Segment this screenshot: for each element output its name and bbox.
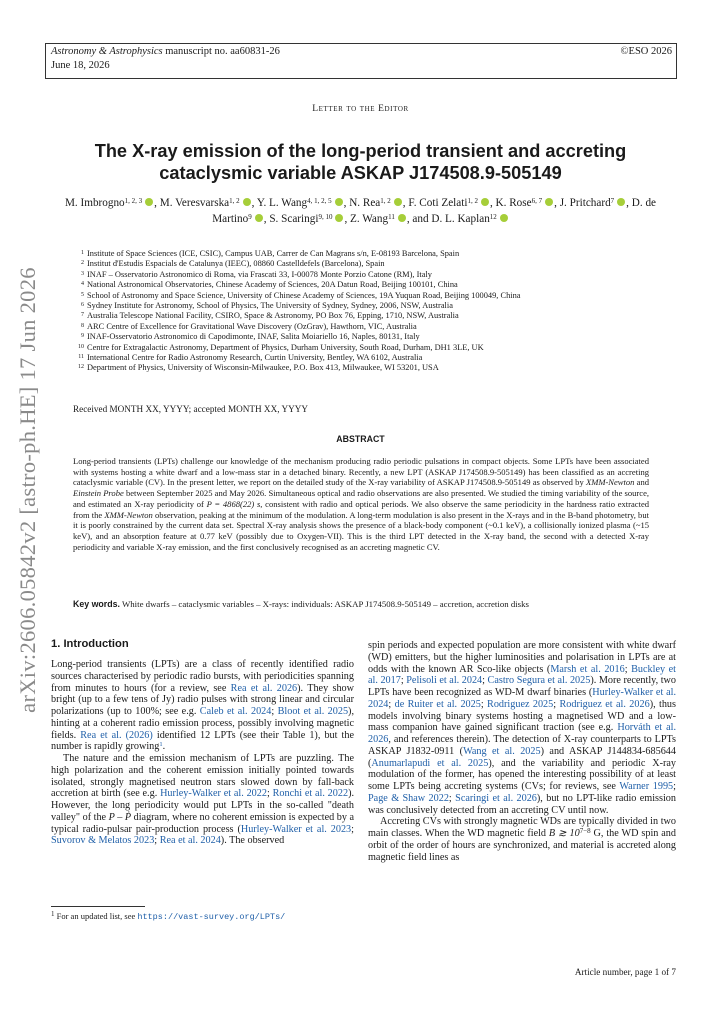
author-list: M. Imbrogno$^{1, 2, 3}$ , M. Veresvarska$^{1, 2}$ , Y. L. Wang$^{4, 1, 2, 5}$ , N. Rea$^{1, 2}$ , F. Coti Zelati$^{1, 2}$ , K. Rose$^{6, 7}$ , J. Pritchard$^7$ , D. de Martino$^9$ , S. Scaringi$^{9, 10}$ , Z. Wang$^{11}$ , and D. L. Kaplan$^{12}$ [64, 197, 656, 225]
citation-link[interactable]: Rea et al. 2024 [159, 835, 221, 847]
affiliation-item: $^6$ Sydney Institute for Astronomy, School of Physics, The University of Sydney, Sydney, 2006, NSW, Australia [81, 301, 453, 311]
author: Z. Wang$^{11}$ [350, 213, 407, 225]
citation-link[interactable]: Suvorov & Melatos 2023 [51, 835, 155, 847]
citation-link[interactable]: Rea et al. (2026) [80, 729, 153, 741]
keywords-text: White dwarfs – cataclysmic variables – X-rays: individuals: ASKAP J174508.9-505149 – accretion, accretion disks [121, 599, 529, 609]
section-heading-introduction: 1. Introduction [51, 638, 129, 650]
copyright: ©ESO 2026 [620, 46, 672, 57]
orcid-icon[interactable] [335, 214, 343, 222]
affiliation-item: $^5$ School of Astronomy and Space Science, University of Chinese Academy of Sciences, 19A Yuquan Road, Beijing 100049, China [81, 290, 521, 300]
citation-link[interactable]: Castro Segura et al. 2025 [487, 675, 591, 687]
journal-name: Astronomy & Astrophysics [51, 46, 163, 57]
intro-paragraph-2: The nature and the emission mechanism of LPTs are puzzling. The high polarization and the coherent emission initially pointed towards isolated, strongly magnetised neutron stars slowed down by fall-back accretion at birth (see e.g. Hurley-Walker et al. 2022; Ronchi et al. 2022). However, the long periodicity would put LPTs in the so-called "death valley" of the P – Ṗ diagram, where no coherent emission is expected by a typical radio-pulsar pair-production process (Hurley-Walker et al. 2023; Suvorov & Melatos 2023; Rea et al. 2024). The observed [51, 753, 355, 847]
affiliation-item: $^7$ Australia Telescope National Facility, CSIRO, Space & Astronomy, PO Box 76, Epping, 1710, NSW, Australia [81, 311, 459, 321]
author: D. de Martino$^9$ [212, 197, 656, 225]
author: M. Veresvarska$^{1, 2}$ [160, 197, 252, 209]
journal-line [51, 46, 280, 57]
citation-link[interactable]: Ronchi et al. 2022 [272, 788, 349, 800]
intro-paragraph-3: spin periods and expected population are more consistent with white dwarf (WD) emitters, but the higher luminosities and polarisation in LPTs are at odds with the known AR Sco-like objects (Marsh et al. 2016; Buckley et al. 2017; Pelisoli et al. 2024; Castro Segura et al. 2025). More recently, two LPTs have been recognized as WD-M dwarf binaries (Hurley-Walker et al. 2024; de Ruiter et al. 2025; Rodriguez 2025; Rodriguez et al. 2026), thus models involving binary systems hosting a magnetised WD and a low-mass companion have gained significant traction (see e.g. Horváth et al. 2026, and references therein). The detection of X-ray counterparts to LPTs ASKAP J1832-0911 (Wang et al. 2025) and ASKAP J144834-685644 (Anumarlapudi et al. 2025), and the variability and periodic X-ray modulation of the former, has opened the interesting possibility of at least some LPTs being accreting systems (CVs; for reviews, see Warner 1995; Page & Shaw 2022; Scaringi et al. 2026), but no LPT-like radio emission was conclusively detected from an accreting CV until now. [368, 640, 676, 816]
author: N. Rea$^{1, 2}$ [349, 197, 403, 209]
affiliation-item: $^{12}$ Department of Physics, University of Wisconsin-Milwaukee, P.O. Box 413, Milwaukee, WI 53201, USA [78, 363, 439, 373]
author: J. Pritchard$^7$ [560, 197, 626, 209]
affiliation-item: $^3$ INAF – Osservatorio Astronomico di Roma, via Frascati 33, I-00078 Monte Porzio Catone (RM), Italy [81, 269, 432, 279]
citation-link[interactable]: Scaringi et al. 2026 [455, 792, 537, 804]
affiliation-item: $^4$ National Astronomical Observatories, Chinese Academy of Sciences, 20A Datun Road, Beijing 100101, China [81, 280, 458, 290]
author-conjunction: and [412, 212, 432, 225]
received-line: Received MONTH XX, YYYY; accepted MONTH XX, YYYY [73, 404, 308, 414]
citation-link[interactable]: Bloot et al. 2025 [277, 706, 349, 717]
title-line-1: The X-ray emission of the long-period transient and accreting [94, 141, 627, 161]
abstract-text: Long-period transients (LPTs) challenge our knowledge of the mechanism producing radio periodic pulsations in compact objects. Some LPTs have been associated with systems hosting a white dwarf and a low-mass star in a detached binary. Recently, a new LPT (ASKAP J174508.9-505149) has been classified as an accreting cataclysmic variable (CV). In the present letter, we report on the detailed study of the X-ray variability of ASKAP J174508.9-505149 as observed by XMM-Newton and Einstein Probe between September 2025 and May 2026. Simultaneous optical and radio observations are also presented. We studied the timing variability of the source, and estimated an X-ray periodicity of P = 4868(22) s, consistent with radio and optical periods. We also observe the same periodicity in the hardness ratio extracted from the XMM-Newton observation, peaking at the minimum of the modulation. A long-term modulation is also present in the X-rays and in the B-band photometry, but it is poorly constrained by the current data set. Spectral X-ray analysis shows the presence of a black-body component (~0.1 keV), a collisionally ionized plasma (~15 keV), and an absorption feature at 0.77 keV (possibly due to Oxygen-VII). This is the third LPT detected in the X-ray band, the second with a detected X-ray periodicity and variable X-ray emission, and the first conclusively recognised as an accreting magnetic CV. [73, 456, 650, 552]
footnote-rule [51, 906, 145, 907]
author: M. Imbrogno$^{1, 2, 3}$ [65, 197, 154, 209]
citation-link[interactable]: Hurley-Walker et al. 2022 [160, 788, 267, 800]
column-right [368, 640, 676, 863]
citation-link[interactable]: Rodriguez et al. 2026 [559, 698, 650, 710]
orcid-icon[interactable] [500, 214, 508, 222]
orcid-icon[interactable] [243, 198, 251, 206]
citation-link[interactable]: Pelisoli et al. 2024 [406, 675, 483, 687]
orcid-icon[interactable] [545, 198, 553, 206]
arxiv-sidebar [10, 267, 46, 713]
abstract-heading: ABSTRACT [336, 434, 385, 444]
citation-link[interactable]: Horváth et al. 2026 [368, 722, 676, 745]
citation-link[interactable]: Hurley-Walker et al. 2024 [368, 687, 676, 710]
affiliation-list [75, 249, 675, 374]
keywords [73, 599, 673, 609]
author: Y. L. Wang$^{4, 1, 2, 5}$ [257, 197, 344, 209]
orcid-icon[interactable] [335, 198, 343, 206]
affiliation-item: $^1$ Institute of Space Sciences (ICE, CSIC), Campus UAB, Carrer de Can Magrans s/n, E-08193 Barcelona, Spain [81, 249, 460, 258]
orcid-icon[interactable] [145, 198, 153, 206]
author: and D. L. Kaplan$^{12}$ [412, 213, 508, 225]
orcid-icon[interactable] [394, 198, 402, 206]
footnote: $^1$ For an updated list, see https://vast-survey.org/LPTs/ [51, 910, 286, 922]
paper-title [60, 140, 661, 184]
affiliation-item: $^9$ INAF-Osservatorio Astronomico di Capodimonte, INAF, Salita Moiariello 16, Naples, 80131, Italy [81, 332, 420, 342]
arxiv-id: arXiv:2606.05842v2 [astro-ph.HE] 17 Jun 2026 [15, 267, 40, 713]
citation-link[interactable]: Buckley et al. 2017 [368, 663, 676, 687]
affiliation-item: $^2$ Institut d'Estudis Espacials de Catalunya (IEEC), 08860 Castelldefels (Barcelona), Spain [81, 259, 385, 269]
footnote-marker[interactable]: 1 [159, 741, 163, 749]
affiliation-item: $^{10}$ Centre for Extragalactic Astronomy, Department of Physics, Durham University, South Road, Durham, DH1 3LE, UK [78, 342, 484, 352]
keywords-label: Key words. [73, 599, 120, 609]
letter-label: Letter to the Editor [312, 104, 409, 114]
author: F. Coti Zelati$^{1, 2}$ [408, 197, 490, 209]
citation-link[interactable]: Rea et al. 2026 [230, 682, 298, 694]
footnote-number: 1 [51, 910, 55, 918]
citation-link[interactable]: de Ruiter et al. 2025 [394, 698, 481, 710]
citation-link[interactable]: Warner 1995 [619, 781, 674, 792]
citation-link[interactable]: Anumarlapudi et al. 2025 [371, 757, 489, 769]
orcid-icon[interactable] [617, 198, 625, 206]
intro-paragraph-1: Long-period transients (LPTs) are a class of recently identified radio sources characterised by periodic radio bursts, with periodicities spanning from minutes to hours (for a review, see Rea et al. 2026). They show bright (up to a few tens of Jy) radio pulses with strong linear and circular polarizations (up to 100%; see e.g. Caleb et al. 2024; Bloot et al. 2025), hinting at a coherent radio emission process, possibly involving magnetic fields. Rea et al. (2026) identified 12 LPTs (see their Table 1), but the number is rapidly growing$^1$. [51, 659, 354, 753]
affiliation-item: $^8$ ARC Centre of Excellence for Gravitational Wave Discovery (OzGrav), Hawthorn, VIC, Australia [81, 321, 417, 331]
citation-link[interactable]: Page & Shaw 2022 [368, 792, 449, 804]
citation-link[interactable]: Marsh et al. 2016 [550, 663, 625, 675]
manuscript-number: manuscript no. aa60831-26 [165, 46, 280, 57]
orcid-icon[interactable] [481, 198, 489, 206]
author: S. Scaringi$^{9, 10}$ [269, 213, 344, 225]
column-left [51, 659, 354, 847]
orcid-icon[interactable] [255, 214, 263, 222]
citation-link[interactable]: Rodriguez 2025 [487, 698, 554, 710]
footnote-url-link[interactable]: https://vast-survey.org/LPTs/ [137, 912, 286, 922]
title-line-2: cataclysmic variable ASKAP J174508.9-505149 [159, 163, 562, 183]
affiliation-item: $^{11}$ International Centre for Radio Astronomy Research, Curtin University, Bentley, WA 6102, Australia [78, 353, 423, 363]
intro-paragraph-4: Accreting CVs with strongly magnetic WDs are typically divided in two main classes. When the WD magnetic field B ≳ $10^{7-8}$ G, the WD spin and orbit of the order of hours are synchronized, and material is accreted along magnetic field lines as [368, 816, 676, 863]
orcid-icon[interactable] [398, 214, 406, 222]
citation-link[interactable]: Hurley-Walker et al. 2023 [240, 823, 352, 835]
header-date: June 18, 2026 [51, 60, 110, 71]
author: K. Rose$^{6, 7}$ [496, 197, 555, 209]
citation-link[interactable]: Caleb et al. 2024 [199, 706, 272, 717]
page-number: Article number, page 1 of 7 [574, 967, 676, 977]
citation-link[interactable]: Wang et al. 2025 [463, 745, 541, 757]
